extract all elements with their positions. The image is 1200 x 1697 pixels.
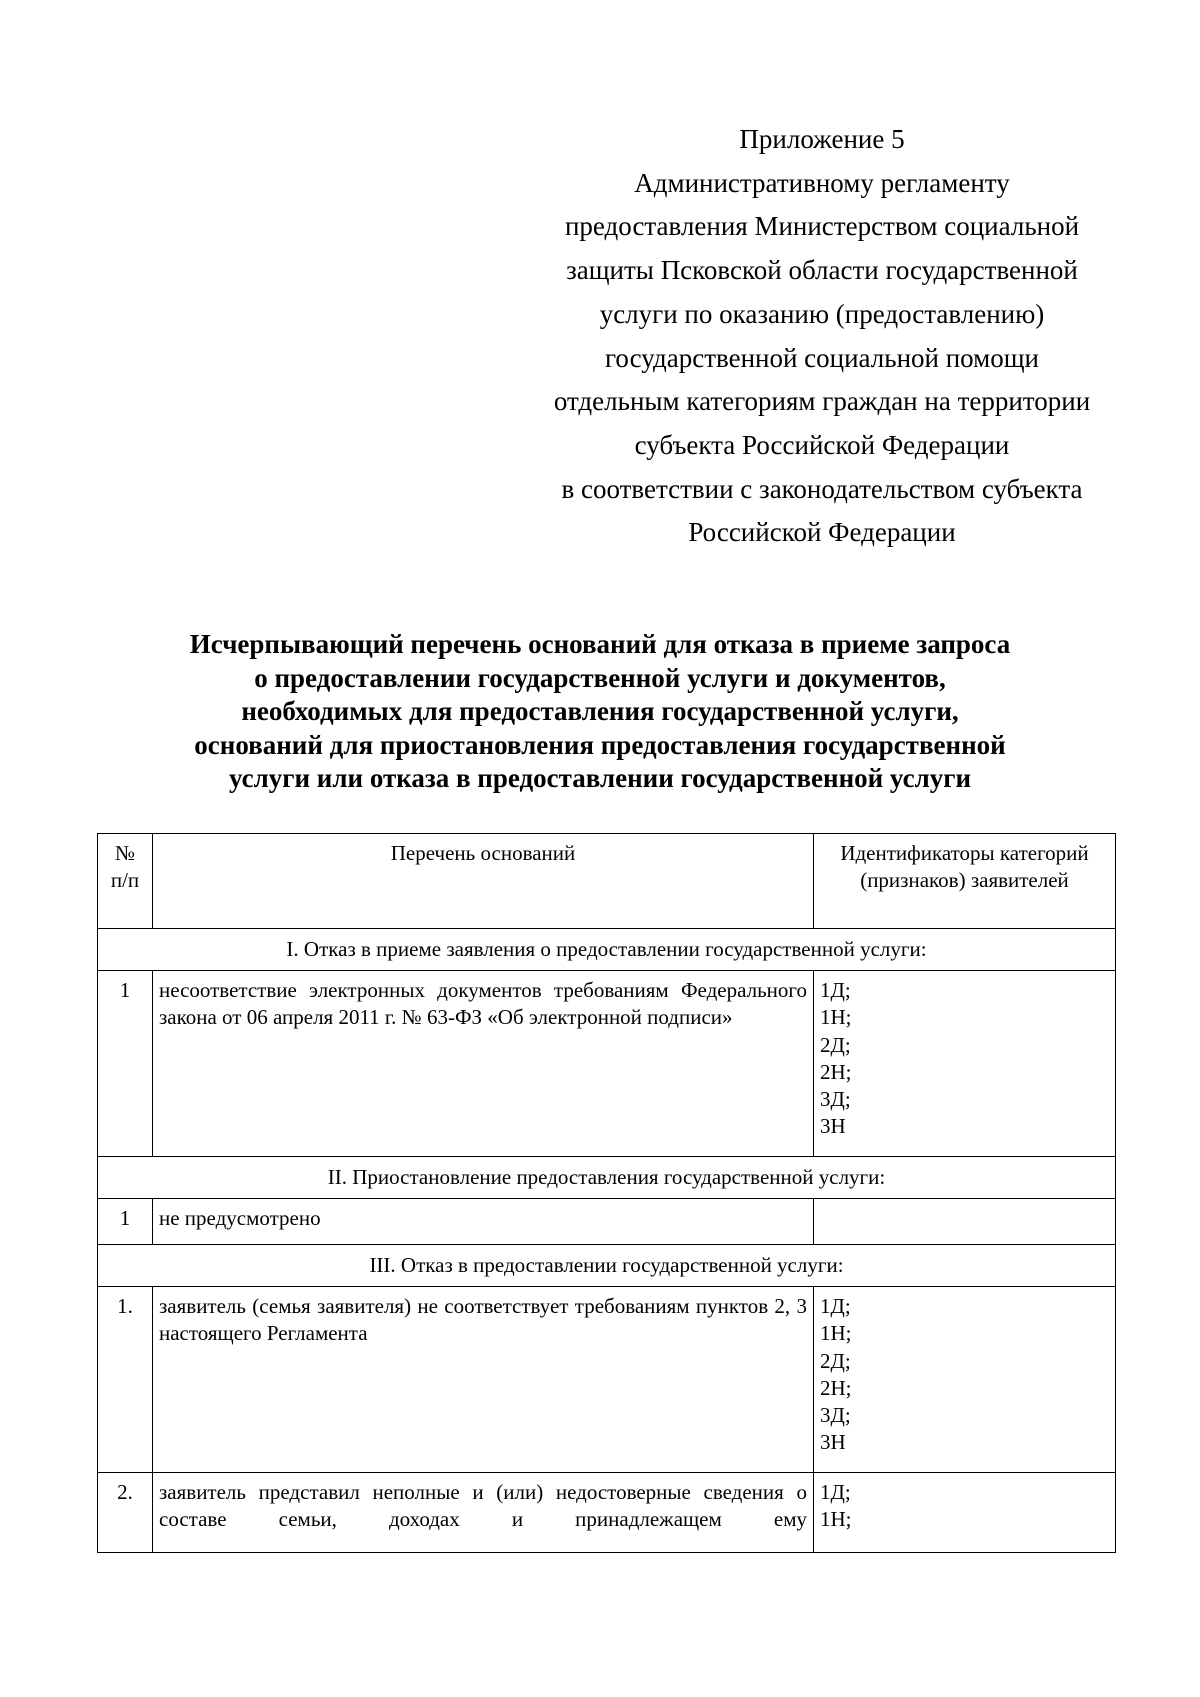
row-num: 1. <box>98 1287 153 1473</box>
table-row <box>98 1199 1116 1245</box>
row-num: 2. <box>98 1473 153 1553</box>
table-row <box>98 1473 1116 1553</box>
annex-line: Приложение 5 <box>739 124 905 154</box>
code: 1Д; <box>820 1294 851 1318</box>
code: 2Д; <box>820 1348 851 1373</box>
section-title: I. Отказ в приеме заявления о предоставлении государственной услуги: <box>98 929 1116 971</box>
annex-line: защиты Псковской области государственной <box>566 255 1078 286</box>
title-line: о предоставлении государственной услуги и документов, <box>254 662 946 693</box>
row-text: заявитель (семья заявителя) не соответствует требованиям пунктов 2, 3 настоящего Регламента <box>153 1287 814 1473</box>
row-num: 1 <box>98 971 153 1157</box>
row-codes <box>814 1473 1116 1553</box>
code: 2Н; <box>820 1375 852 1400</box>
document-title <box>100 628 1100 796</box>
row-codes <box>814 1199 1116 1245</box>
row-text: несоответствие электронных документов требованиям Федерального закона от 06 апреля 2011 г. № 63-ФЗ «Об электронной подписи» <box>153 971 814 1157</box>
title-line: услуги или отказа в предоставлении государственной услуги <box>228 763 972 793</box>
annex-line: отдельным категориям граждан на территории <box>553 386 1091 417</box>
annex-header <box>520 118 1124 555</box>
code: 3Н <box>820 1430 846 1455</box>
table-header-row <box>98 834 1116 929</box>
table-row <box>98 1287 1116 1473</box>
section-title: II. Приостановление предоставления государственной услуги: <box>98 1157 1116 1199</box>
header-num: № п/п <box>98 834 153 929</box>
code: 2Д; <box>820 1032 851 1057</box>
title-line: необходимых для предоставления государственной услуги, <box>241 696 959 726</box>
row-codes <box>814 1287 1116 1473</box>
row-text: заявитель представил неполные и (или) недостоверные сведения о составе семьи, доходах и принадлежащем ему <box>153 1473 814 1553</box>
annex-line: предоставления Министерством социальной <box>564 211 1080 242</box>
section-title: III. Отказ в предоставлении государственной услуги: <box>98 1245 1116 1287</box>
annex-line: государственной социальной помощи <box>605 342 1039 373</box>
code: 1Н; <box>820 1321 852 1346</box>
section-row <box>98 1157 1116 1199</box>
annex-line: субъекта Российской Федерации <box>634 429 1010 460</box>
title-line: оснований для приостановления предоставления государственной <box>194 729 1006 760</box>
section-row <box>98 929 1116 971</box>
code: 3Д; <box>820 1403 851 1428</box>
header-ids: Идентификаторы категорий (признаков) заявителей <box>814 834 1116 929</box>
code: 3Н <box>820 1114 846 1139</box>
code: 3Д; <box>820 1087 851 1112</box>
grounds-table <box>97 833 1116 1553</box>
table-row <box>98 971 1116 1157</box>
row-text: не предусмотрено <box>153 1199 814 1245</box>
row-codes <box>814 971 1116 1157</box>
section-row <box>98 1245 1116 1287</box>
code: 1Д; <box>820 978 851 1002</box>
title-line: Исчерпывающий перечень оснований для отказа в приеме запроса <box>189 629 1011 659</box>
code: 1Н; <box>820 1005 852 1030</box>
header-grounds: Перечень оснований <box>153 834 814 929</box>
annex-line: услуги по оказанию (предоставлению) <box>599 298 1045 329</box>
annex-line: Административному регламенту <box>634 167 1010 198</box>
code: 2Н; <box>820 1059 852 1084</box>
annex-line: Российской Федерации <box>688 517 956 548</box>
annex-line: в соответствии с законодательством субъекта <box>561 473 1083 504</box>
row-num: 1 <box>98 1199 153 1245</box>
code: 1Д; <box>820 1480 851 1504</box>
code: 1Н; <box>820 1507 852 1532</box>
